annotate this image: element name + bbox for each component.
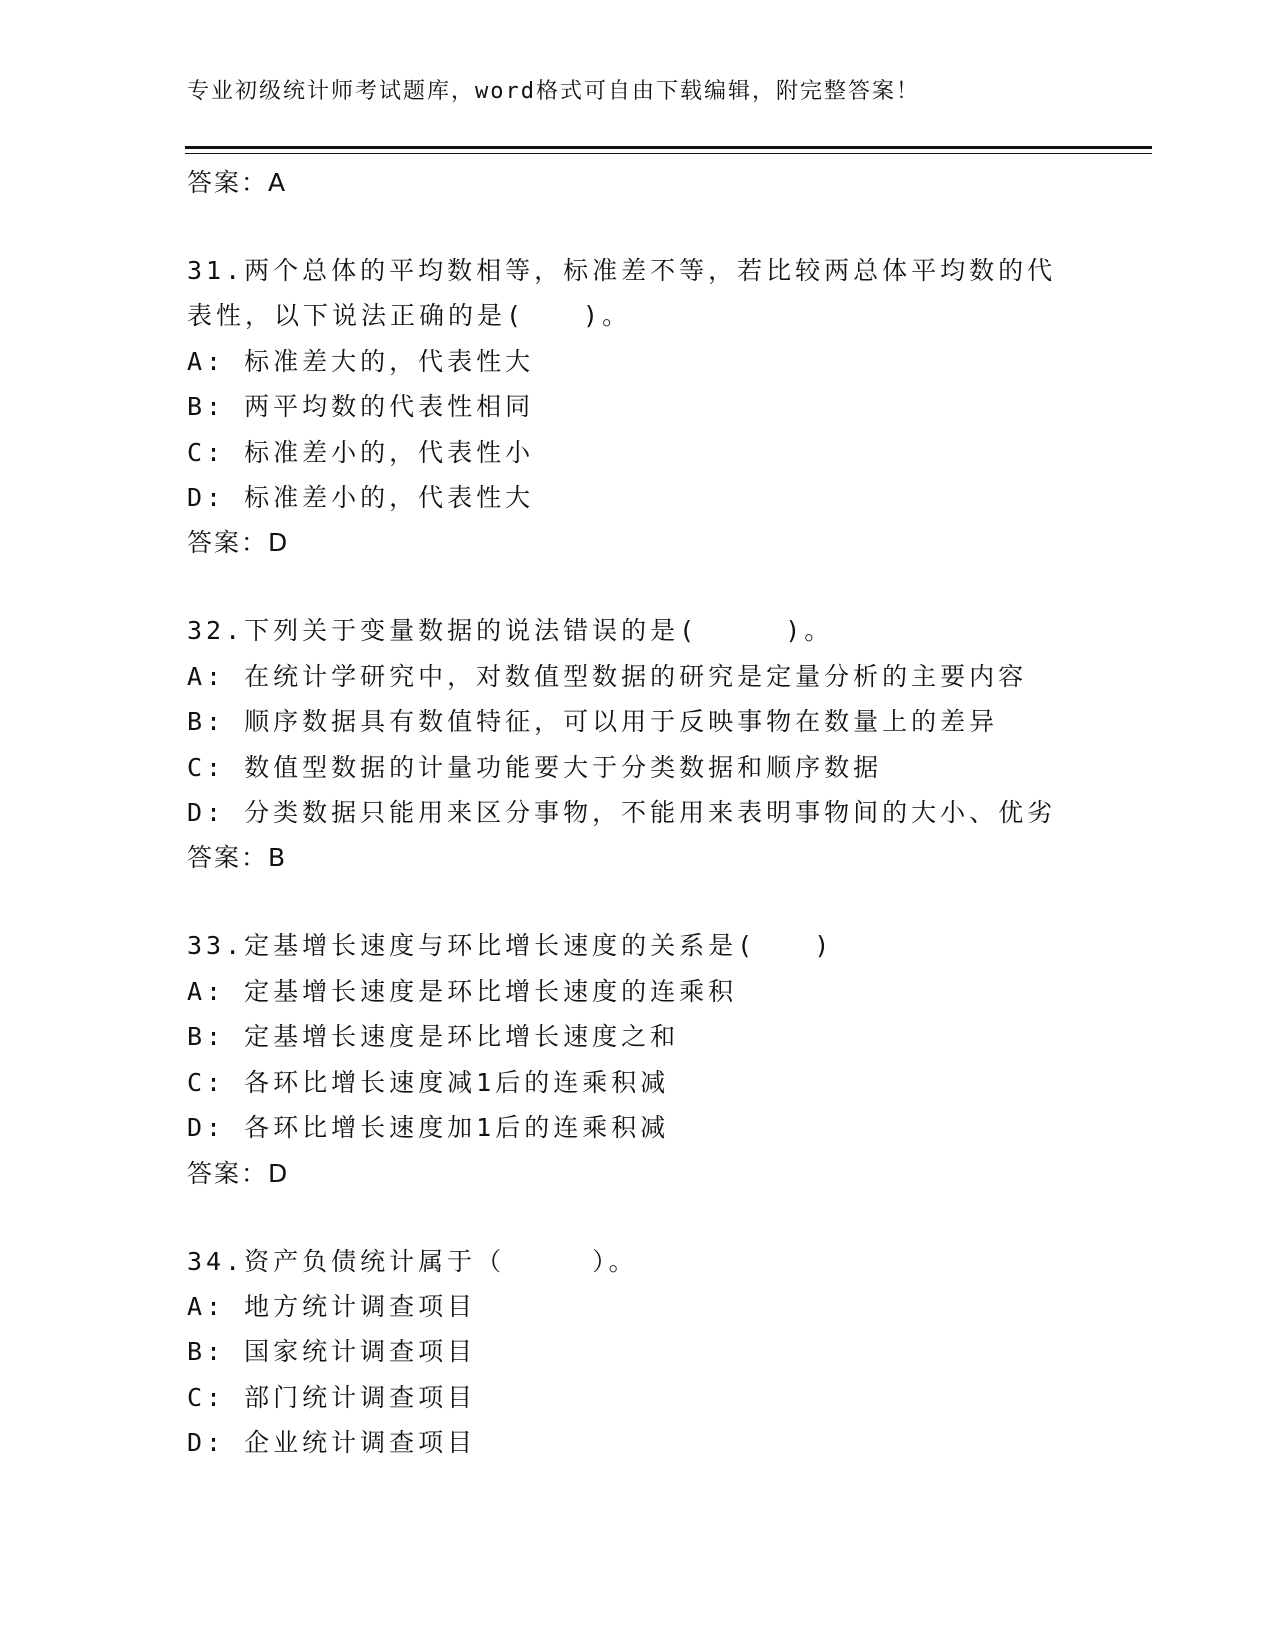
question-stem: 31.两个总体的平均数相等，标准差不等，若比较两总体平均数的代表性，以下说法正确的是( )。 [187, 256, 1057, 331]
answer-line: 答案：D [187, 1158, 290, 1188]
question-block [187, 608, 1147, 880]
option-c: C: 数值型数据的计量功能要大于分类数据和顺序数据 [187, 752, 883, 782]
option-a: A: 定基增长速度是环比增长速度的连乘积 [187, 976, 738, 1006]
option-d: D: 标准差小的，代表性大 [187, 483, 535, 513]
option-b: B: 顺序数据具有数值特征，可以用于反映事物在数量上的差异 [187, 707, 999, 737]
question-block [187, 248, 1147, 565]
header-rule-thin [185, 153, 1152, 154]
option-a: A: 在统计学研究中，对数值型数据的研究是定量分析的主要内容 [187, 661, 1028, 691]
answer-line: 答案：B [187, 843, 288, 873]
question-block [187, 1239, 1147, 1466]
answer-line: 答案：D [187, 528, 290, 558]
option-c: C: 部门统计调查项目 [187, 1382, 477, 1412]
question-stem: 34.资产负债统计属于（ ）。 [187, 1246, 638, 1276]
option-b: B: 两平均数的代表性相同 [187, 392, 535, 422]
question-list [187, 160, 1147, 1466]
spacer [187, 1196, 1147, 1239]
spacer [187, 565, 1147, 608]
spacer [187, 880, 1147, 923]
question-stem: 32.下列关于变量数据的说法错误的是( )。 [187, 616, 834, 646]
spacer [187, 205, 1147, 248]
answer-line: 答案：A [187, 168, 288, 197]
question-block [187, 923, 1147, 1195]
option-d: D: 企业统计调查项目 [187, 1428, 477, 1458]
page-header: 专业初级统计师考试题库，word格式可自由下载编辑，附完整答案！ [187, 79, 920, 104]
option-b: B: 国家统计调查项目 [187, 1337, 477, 1367]
option-a: A: 地方统计调查项目 [187, 1291, 477, 1321]
option-c: C: 各环比增长速度减1后的连乘积减 [187, 1067, 670, 1097]
header-rule-thick [185, 146, 1152, 149]
option-d: D: 各环比增长速度加1后的连乘积减 [187, 1113, 670, 1143]
option-c: C: 标准差小的，代表性小 [187, 437, 535, 467]
question-stem: 33.定基增长速度与环比增长速度的关系是( ) [187, 931, 834, 961]
option-b: B: 定基增长速度是环比增长速度之和 [187, 1022, 680, 1052]
option-a: A: 标准差大的，代表性大 [187, 346, 535, 376]
option-d: D: 分类数据只能用来区分事物，不能用来表明事物间的大小、优劣 [187, 798, 1057, 828]
